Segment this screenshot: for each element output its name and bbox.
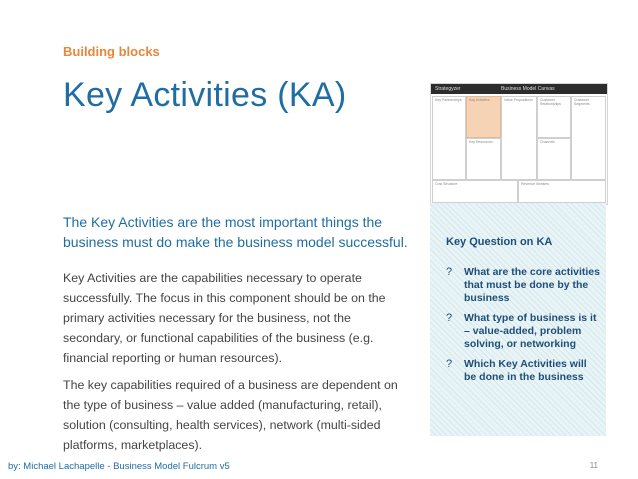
question-bullet-icon: ?	[446, 266, 453, 278]
canvas-cell-cost-structure	[432, 180, 518, 203]
cell-label: Key Activities	[469, 98, 490, 102]
cell-label: Customer Segments	[574, 98, 590, 106]
canvas-cell-customer-segments	[571, 96, 606, 180]
cell-label: Revenue Streams	[521, 182, 550, 186]
question-text: What are the core activities that must be done by the business	[464, 266, 600, 304]
footer-credit: by: Michael Lachapelle - Business Model Fulcrum v5	[8, 461, 230, 472]
list-item	[446, 358, 601, 384]
canvas-cell-channels	[537, 138, 571, 180]
question-bullet-icon: ?	[446, 358, 453, 370]
key-question-title: Key Question on KA	[446, 236, 553, 248]
canvas-cell-key-activities	[466, 96, 501, 138]
slide-title: Key Activities (KA)	[63, 76, 347, 114]
canvas-header	[431, 84, 607, 94]
body-paragraph-2: The key capabilities required of a business are dependent on the type of business – value added (manufacturing, retail), solution (consulting, health services), network (multi-sided platforms, marketplaces).	[63, 378, 398, 452]
cell-label: Key Partnerships	[435, 98, 462, 102]
canvas-title: Business Model Canvas	[501, 86, 555, 92]
cell-label: Customer Relationships	[540, 98, 562, 106]
cell-label: Key Resources	[469, 140, 493, 144]
canvas-cell-key-resources	[466, 138, 501, 180]
question-text: Which Key Activities will be done in the business	[464, 358, 587, 383]
section-label: Building blocks	[63, 44, 160, 59]
business-model-canvas-thumbnail	[430, 83, 608, 205]
body-paragraph-1: Key Activities are the capabilities necessary to operate successfully. The focus in this component should be on the primary activities necessary for the business, not the secondary, or functional capabilities of the business (e.g. financial reporting or human resources).	[63, 271, 386, 365]
canvas-cell-key-partners	[432, 96, 466, 180]
list-item	[446, 312, 601, 351]
canvas-cell-value-propositions	[501, 96, 537, 180]
key-question-list	[446, 266, 601, 391]
key-question-box	[430, 203, 606, 436]
intro-text: The Key Activities are the most important things the business must do make the business model successful.	[63, 214, 408, 250]
cell-label: Value Propositions	[504, 98, 533, 102]
question-bullet-icon: ?	[446, 312, 453, 324]
list-item	[446, 266, 601, 305]
page-number: 11	[589, 461, 598, 470]
question-text: What type of business is it – value-added, problem solving, or networking	[464, 312, 597, 350]
cell-label: Channels	[540, 140, 555, 144]
canvas-logo: Strategyzer	[435, 86, 461, 92]
canvas-cell-customer-relationships	[537, 96, 571, 138]
cell-label: Cost Structure	[435, 182, 458, 186]
canvas-cell-revenue-streams	[518, 180, 606, 203]
